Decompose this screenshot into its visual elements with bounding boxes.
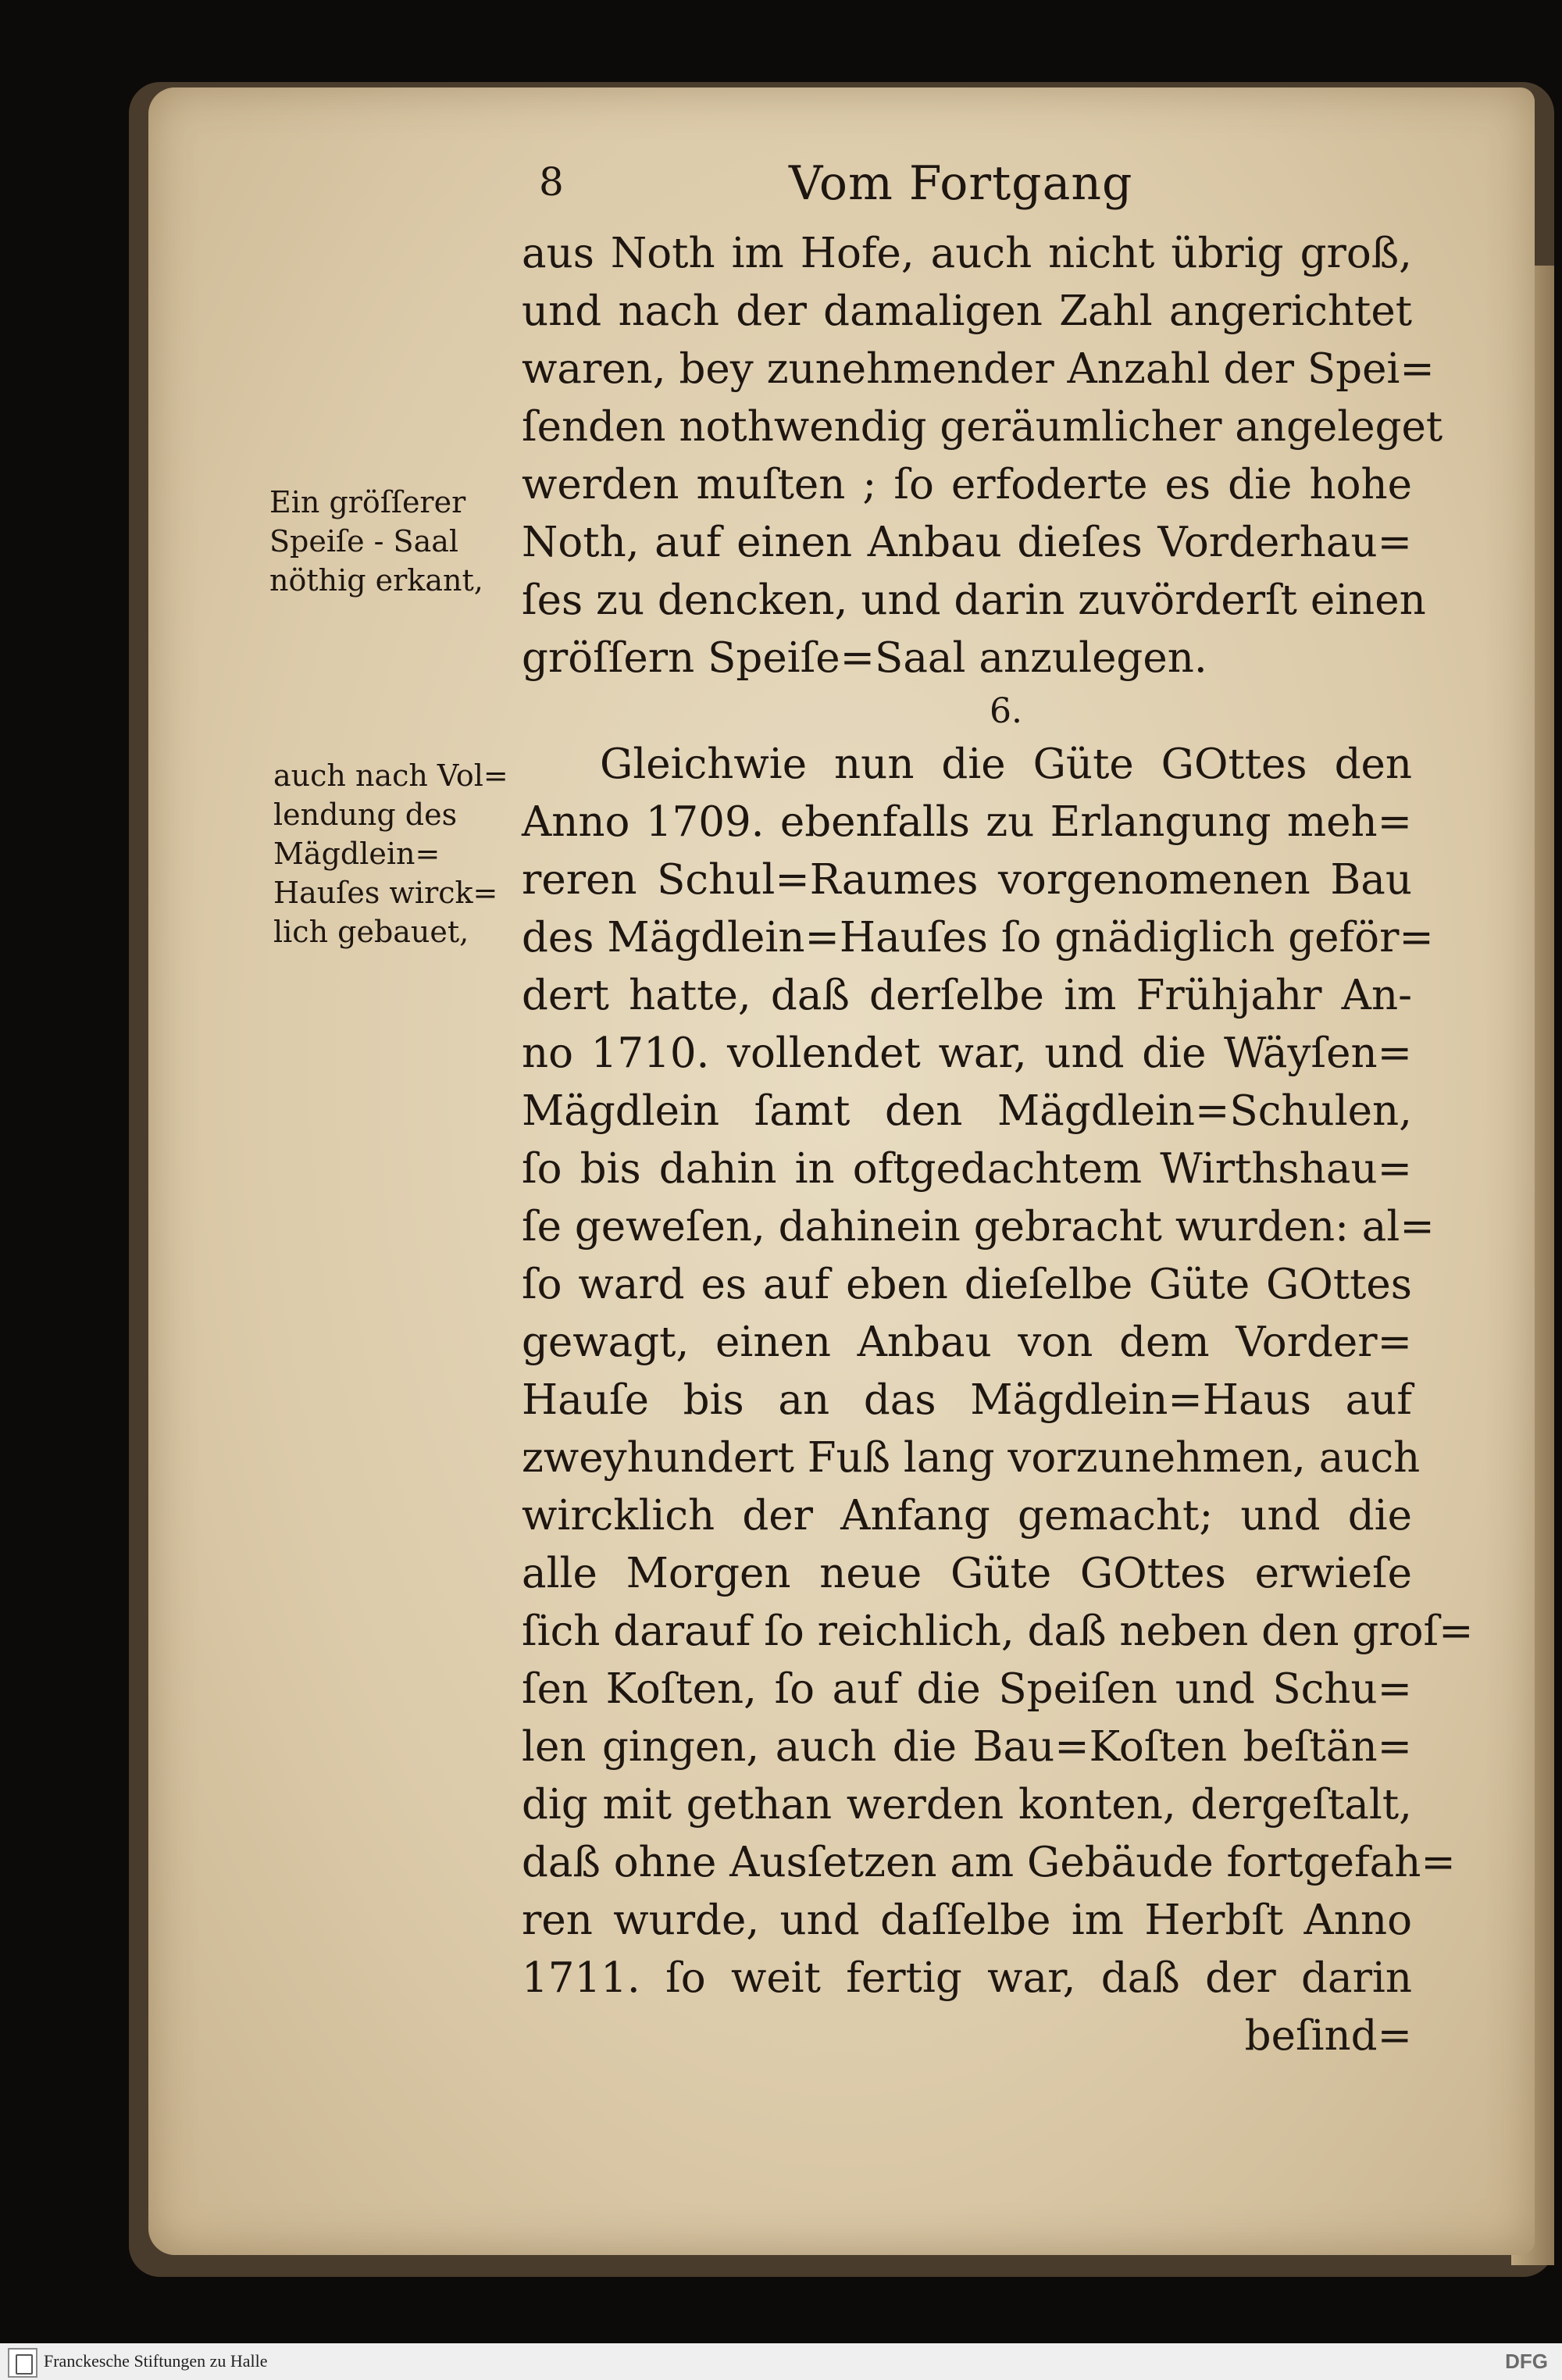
text-line: dig mit gethan werden konten, dergeſtalt, bbox=[522, 1781, 1412, 1829]
text-line: Gleichwie nun die Güte GOttes den bbox=[600, 740, 1412, 788]
text-line: ſes zu dencken, und darin zuvörderſt einen bbox=[522, 576, 1426, 624]
text-line: dert hatte, daß derſelbe im Frühjahr An- bbox=[522, 972, 1412, 1019]
text-line: reren Schul=Raumes vorgenomenen Bau bbox=[522, 856, 1412, 904]
marginal-line: Ein gröſſerer bbox=[269, 485, 466, 519]
marginal-line: Speiſe - Saal bbox=[269, 524, 459, 558]
text-line: aus Noth im Hofe, auch nicht übrig groß, bbox=[522, 230, 1412, 277]
marginal-line: Mägdlein= bbox=[273, 837, 440, 871]
marginal-line: auch nach Vol= bbox=[273, 758, 508, 793]
dfg-logo: DFG bbox=[1505, 2350, 1548, 2373]
logo-emblem bbox=[16, 2354, 33, 2375]
section-number: 6. bbox=[990, 691, 1022, 731]
marginal-note-1 bbox=[269, 483, 483, 600]
text-line: len gingen, auch die Bau=Koſten beſtän= bbox=[522, 1723, 1412, 1771]
page-header bbox=[539, 156, 1406, 219]
marginal-line: lendung des bbox=[273, 797, 458, 832]
text-line: no 1710. vollendet war, und die Wäyſen= bbox=[522, 1029, 1412, 1077]
page-number: 8 bbox=[539, 159, 564, 205]
text-line: gröſſern Speiſe=Saal anzulegen. bbox=[522, 634, 1207, 682]
text-line: ſenden nothwendig geräumlicher angeleget bbox=[522, 403, 1443, 451]
marginal-note-2 bbox=[273, 756, 508, 951]
footer-bar bbox=[0, 2343, 1562, 2380]
text-line: Anno 1709. ebenfalls zu Erlangung meh= bbox=[522, 798, 1412, 846]
marginal-line: lich gebauet, bbox=[273, 915, 469, 949]
institution-logo-icon bbox=[8, 2348, 37, 2378]
text-line: Mägdlein ſamt den Mägdlein=Schulen, bbox=[522, 1087, 1412, 1135]
body-text bbox=[522, 225, 1474, 2065]
text-line: 1711. ſo weit fertig war, daß der darin bbox=[522, 1954, 1412, 2002]
footer-institution-label: Franckesche Stiftungen zu Halle bbox=[44, 2351, 268, 2371]
text-line: ſich darauf ſo reichlich, daß neben den groſ= bbox=[522, 1607, 1474, 1655]
text-line: waren, bey zunehmender Anzahl der Spei= bbox=[522, 345, 1435, 393]
text-line: ſo ward es auf eben dieſelbe Güte GOttes bbox=[522, 1261, 1412, 1308]
text-line: ſen Koſten, ſo auf die Speiſen und Schu= bbox=[522, 1665, 1412, 1713]
text-line: werden muſten ; ſo erfoderte es die hohe bbox=[522, 461, 1412, 508]
text-line: gewagt, einen Anbau von dem Vorder= bbox=[522, 1318, 1412, 1366]
catchword: beſind= bbox=[1244, 2012, 1412, 2060]
text-line: zweyhundert Fuß lang vorzunehmen, auch bbox=[522, 1434, 1421, 1482]
text-line: ſe geweſen, dahinein gebracht wurden: al= bbox=[522, 1203, 1435, 1251]
marginal-line: nöthig erkant, bbox=[269, 563, 483, 598]
text-line: wircklich der Anfang gemacht; und die bbox=[522, 1492, 1412, 1540]
text-line: ſo bis dahin in oftgedachtem Wirthshau= bbox=[522, 1145, 1412, 1193]
marginal-line: Hauſes wirck= bbox=[273, 876, 498, 910]
text-line: und nach der damaligen Zahl angerichtet bbox=[522, 287, 1412, 335]
text-line: des Mägdlein=Hauſes ſo gnädiglich geför= bbox=[522, 914, 1434, 962]
text-line: Noth, auf einen Anbau dieſes Vorderhau= bbox=[522, 519, 1412, 566]
text-line: daß ohne Ausſetzen am Gebäude fortgefah= bbox=[522, 1839, 1456, 1886]
text-line: alle Morgen neue Güte GOttes erwieſe bbox=[522, 1550, 1412, 1597]
text-line: Hauſe bis an das Mägdlein=Haus auf bbox=[522, 1376, 1412, 1424]
text-line: ren wurde, und daſſelbe im Herbſt Anno bbox=[522, 1897, 1412, 1944]
running-head: Vom Fortgang bbox=[789, 156, 1133, 211]
